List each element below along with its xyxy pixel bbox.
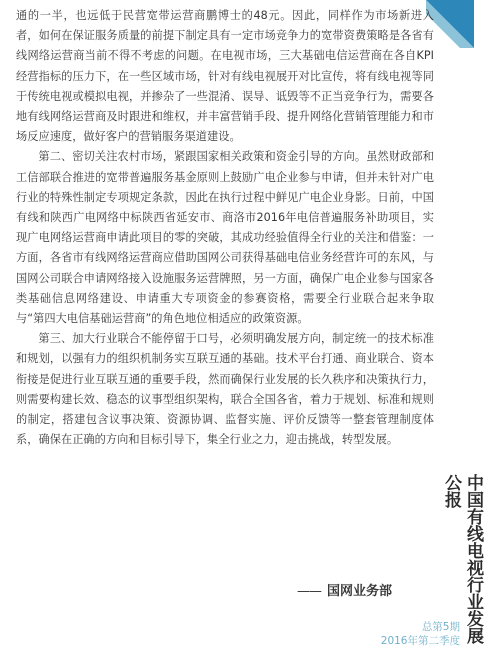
author-signature (297, 580, 392, 599)
paragraph-2: 第二、密切关注农村市场，紧跟国家相关政策和资金引导的方向。虽然财政部和工信部联合推进的宽带普遍服务基金原则上鼓励广电企业参与申请，但并未针对广电行业的特殊性制定专项规定条款，因此在执行过程中鲜见广电企业身影。日前，中国有线和陕西广电网络中标陕西省延安市、商洛市2016年电信普遍服务补助项目，实现广电网络运营商申请此项目的零的突破，其成功经验值得全行业的关注和借鉴：一方面，各省市有线网络运营商应借助国网公司获得基础电信业务经营许可的东风，与国网公司联合申请网络接入设施服务运营牌照，另一方面，确保广电企业参与国家各类基础信息网络建设、申请重大专项资金的参赛资格，需要全行业联合起来争取与“第四大电信基础运营商”的角色地位相适应的政策资源。 (16, 150, 434, 326)
paragraph-3: 第三、加大行业联合不能停留于口号，必须明确发展方向，制定统一的技术标准和规划，以强有力的组织机制务实互联互通的基础。技术平台打通、商业联合、资本衔接是促进行业互联互通的重要手段，然而确保行业发展的长久秩序和决策执行力，则需要构建长效、稳态的议事型组织架构，联合全国各省，着力于规划、标准和规则的制定，搭建包含议事决策、资源协调、监督实施、评价反馈等一整套管理制度体系，确保在正确的方向和目标引导下，集全行业之力，迎击挑战，转型发展。 (16, 332, 434, 447)
issue-number: 总第5期 (421, 621, 460, 633)
issue-info (381, 620, 460, 648)
issue-period: 2016年第二季度 (380, 635, 460, 647)
article-body (16, 6, 434, 450)
author-name: 国网业务部 (327, 584, 393, 599)
publication-title: 中国有线电视行业发展公报 (441, 474, 483, 644)
paragraph-1: 通的一半，也远低于民营宽带运营商鹏博士的48元。因此，同样作为市场新进入者，如何在保证服务质量的前提下制定具有一定市场竞争力的宽带资费策略是各省有线网络运营商当前不得不考虑的问题。在电视市场，三大基础电信运营商在各自KPI经营指标的压力下，在一些区域市场，针对有线电视展开对比宣传，将有线电视等同于传统电视或模拟电视，并掺杂了一些混淆、误导、诋毁等不正当竞争行为，需要各地有线网络运营商及时跟进和维权，并丰富营销手段、提升网络化营销管理能力和市场反应速度，做好客户的营销服务渠道建设。 (16, 9, 434, 144)
signature-dash: —— (297, 584, 321, 599)
